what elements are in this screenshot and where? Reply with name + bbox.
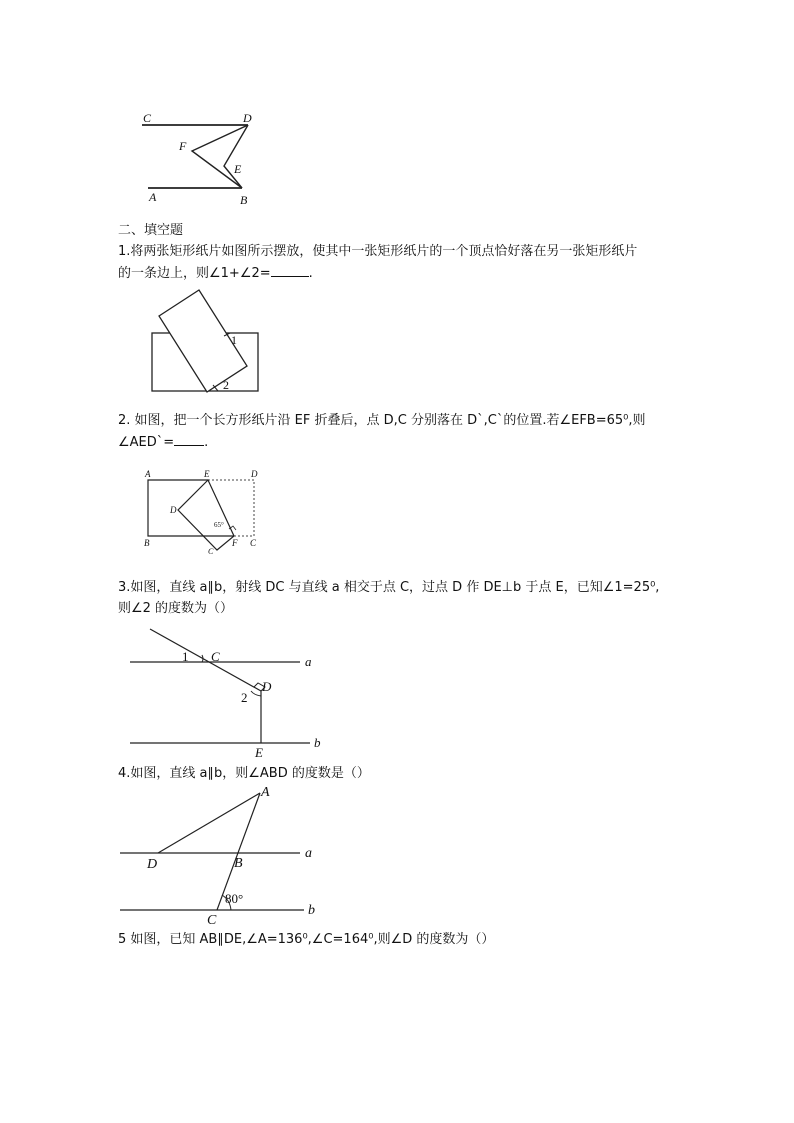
- q4-line1: 4.如图，直线 a∥b，则∠ABD 的度数是（）: [118, 766, 370, 781]
- label-f: F: [232, 538, 238, 548]
- angle-65-label: 65°: [214, 521, 224, 529]
- label-c: C: [250, 538, 257, 548]
- label-b-point: B: [234, 856, 243, 871]
- figure-parallel-lines-perpendicular: [128, 625, 328, 760]
- q1-line1: 1.将两张矩形纸片如图所示摆放，使其中一张矩形纸片的一个顶点恰好落在另一张矩形纸片: [118, 244, 638, 259]
- q1-prefix: 的一条边上，则∠1+∠2=: [118, 266, 271, 281]
- label-d: D: [243, 111, 252, 125]
- label-c: C: [211, 649, 220, 664]
- angle-1-label: 1: [231, 333, 237, 347]
- figure-zigzag: [130, 108, 270, 208]
- label-e: E: [204, 469, 210, 479]
- label-a-vertex: A: [261, 785, 270, 800]
- label-b-line: b: [308, 903, 315, 918]
- answer-blank: [271, 262, 309, 277]
- label-a: A: [145, 469, 151, 479]
- q2-line2: [118, 431, 208, 453]
- angle-2-label: 2: [223, 378, 229, 392]
- label-a-line: a: [305, 846, 312, 861]
- figure-rectangles: [150, 288, 270, 398]
- q3-line2: 则∠2 的度数为（）: [118, 601, 234, 616]
- q3-line1: 3.如图，直线 a∥b，射线 DC 与直线 a 相交于点 C，过点 D 作 DE⊥b 于点 E，已知∠1=25⁰,: [118, 580, 660, 595]
- label-d: D: [147, 857, 158, 872]
- section-title: 二、填空题: [118, 223, 184, 238]
- label-d-top: D: [251, 469, 258, 479]
- figure-folded-paper: [142, 466, 272, 558]
- label-a: a: [305, 654, 312, 669]
- segment-da: [158, 793, 260, 853]
- ray-dc: [150, 629, 261, 691]
- q2-prefix: ∠AED`=: [118, 435, 175, 450]
- q2-suffix: .: [204, 435, 209, 450]
- q1-suffix: .: [308, 266, 313, 281]
- label-f: F: [179, 139, 187, 153]
- zigzag-path: [192, 125, 248, 188]
- angle-2-arc: [251, 691, 261, 696]
- q2-line1: 2. 如图，把一个长方形纸片沿 EF 折叠后，点 D,C 分别落在 D`,C`的位置.若∠EFB=65⁰,则: [118, 413, 646, 428]
- angle-2-label: 2: [241, 690, 248, 705]
- folded-part: [178, 480, 234, 550]
- label-b: B: [240, 193, 248, 207]
- angle-80-label: 80°: [225, 891, 244, 906]
- label-d: D: [262, 679, 272, 694]
- figure-triangle-parallel-lines: [118, 783, 328, 928]
- q1-line2: [118, 262, 313, 284]
- answer-blank: [174, 431, 204, 446]
- label-c: C: [143, 111, 152, 125]
- label-e: E: [255, 745, 263, 760]
- label-e: E: [234, 162, 242, 176]
- angle-1-label: 1: [182, 649, 189, 664]
- label-c-fold: C: [208, 547, 214, 556]
- label-d-fold: D: [170, 505, 177, 515]
- label-a: A: [149, 190, 157, 204]
- q5-line1: 5 如图，已知 AB∥DE,∠A=136⁰,∠C=164⁰,则∠D 的度数为（）: [118, 932, 495, 947]
- label-c: C: [207, 913, 217, 928]
- label-b: B: [144, 538, 150, 548]
- label-b: b: [314, 735, 321, 750]
